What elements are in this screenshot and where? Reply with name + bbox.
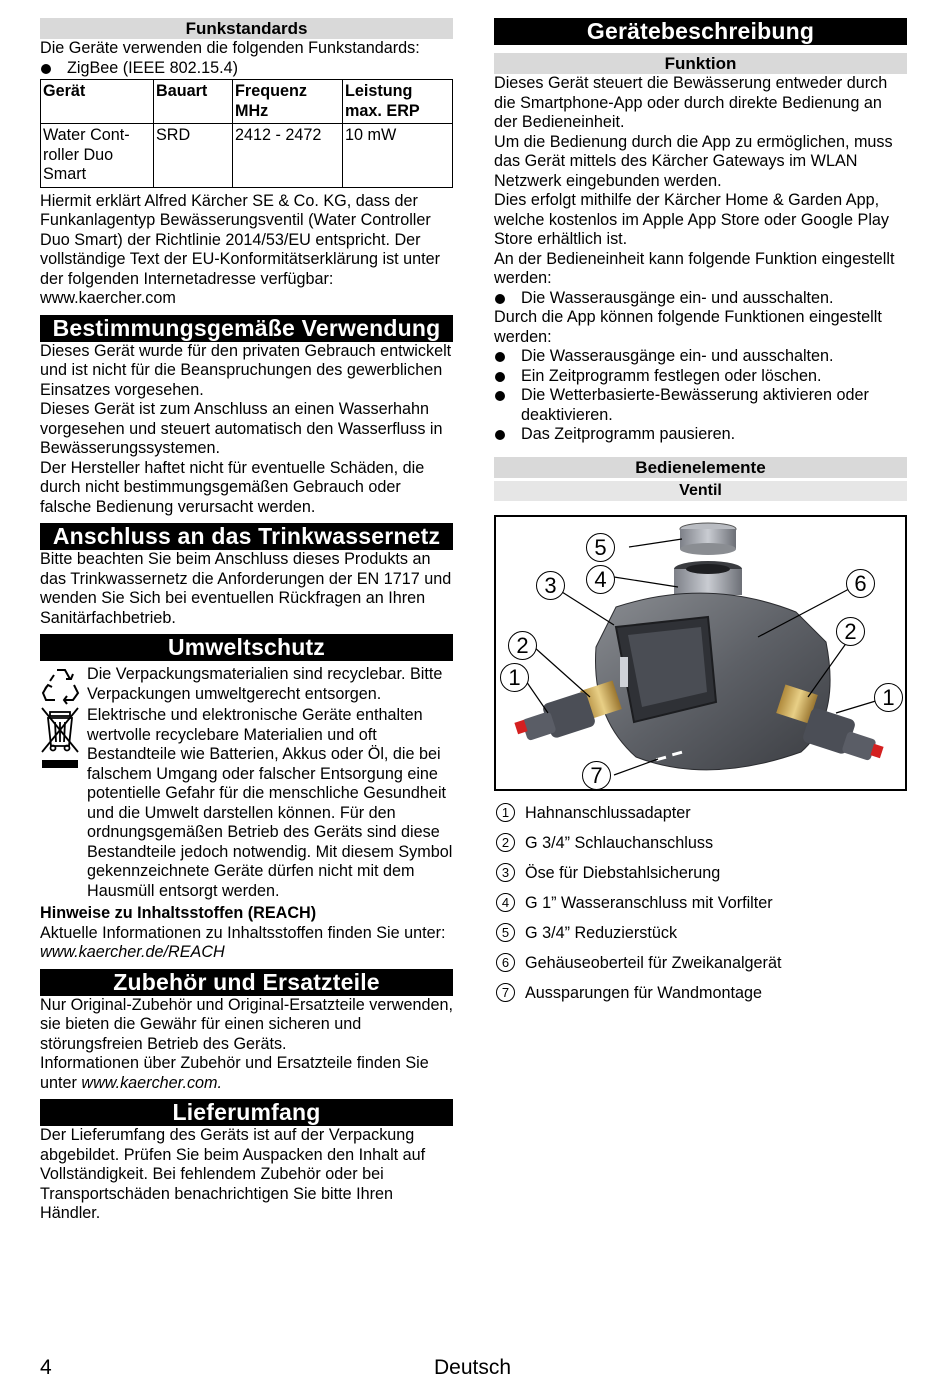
funk-table-header: Frequenz MHz bbox=[233, 80, 343, 124]
bestimmung-p2: Dieses Gerät ist zum Anschluss an einen Wasserhahn vorgesehen und steuert automatisch den Wasserfluss in Bewässerungssystemen. bbox=[40, 400, 443, 457]
zubehoer-p2: Informationen über Zubehör und Ersatzteile finden Sie unter bbox=[40, 1054, 429, 1092]
recycle-icon bbox=[40, 665, 82, 711]
umwelt-heading: Umweltschutz bbox=[40, 634, 453, 661]
funkstandards-heading: Funkstandards bbox=[40, 18, 453, 39]
legend-item bbox=[494, 953, 907, 983]
reach-paragraph bbox=[40, 924, 453, 963]
funk-table-header: Bauart bbox=[154, 80, 233, 124]
legend-text: G 1” Wasseranschluss mit Vorfilter bbox=[525, 893, 773, 912]
valve-figure bbox=[494, 515, 907, 791]
page-number: 4 bbox=[40, 1356, 52, 1379]
recycle-text: Die Verpackungsmaterialien sind recyclebar. Bitte Verpackungen umweltgerecht entsorgen. bbox=[87, 665, 443, 703]
funktion-p4: An der Bedieneinheit kann folgende Funktion eingestellt werden: bbox=[494, 249, 895, 287]
legend-text: Hahnanschlussadapter bbox=[525, 803, 691, 822]
legend-text: Aussparungen für Wandmontage bbox=[525, 983, 762, 1002]
legend-number: 4 bbox=[496, 893, 515, 912]
weee-bin-icon bbox=[40, 706, 80, 776]
legend-list bbox=[494, 803, 907, 1013]
funk-table-cell: 10 mW bbox=[343, 124, 453, 188]
figure-label: 2 bbox=[508, 631, 537, 660]
funktion-p3: Dies erfolgt mithilfe der Kärcher Home & Garden App, welche kostenlos im Apple App Store oder Google Play Store erhältlich ist. bbox=[494, 191, 890, 248]
funktion-list2 bbox=[494, 347, 907, 445]
legend-item bbox=[494, 923, 907, 953]
funktion-p1: Dieses Gerät steuert die Bewässerung entweder durch die Smartphone-App oder durch direkte Bedienung an der Bedieneinheit. bbox=[494, 74, 888, 131]
funk-table-cell: Water Cont-roller Duo Smart bbox=[41, 124, 154, 188]
funktion-p5: Durch die App können folgende Funktionen eingestellt werden: bbox=[494, 308, 882, 346]
legend-text: G 3/4” Schlauchanschluss bbox=[525, 833, 714, 852]
funktion-list-item: Die Wasserausgänge ein- und ausschalten. bbox=[494, 347, 907, 367]
zubehoer-p2-paragraph bbox=[40, 1054, 453, 1093]
funk-table-cell: 2412 - 2472 bbox=[233, 124, 343, 188]
figure-label: 3 bbox=[536, 571, 565, 600]
lieferumfang-heading: Lieferumfang bbox=[40, 1099, 453, 1126]
legend-number: 7 bbox=[496, 983, 515, 1002]
legend-number: 3 bbox=[496, 863, 515, 882]
funktion-p2: Um die Bedienung durch die App zu ermöglichen, muss das Gerät mittels des Kärcher Gateways im WLAN Netzwerk eingebunden werden. bbox=[494, 132, 893, 190]
footer-language: Deutsch bbox=[434, 1356, 512, 1379]
bestimmung-heading: Bestimmungsgemäße Verwendung bbox=[40, 315, 453, 342]
legend-item bbox=[494, 833, 907, 863]
figure-label: 5 bbox=[586, 533, 615, 562]
ventil-heading: Ventil bbox=[494, 481, 907, 501]
funktion-list-item: Ein Zeitprogramm festlegen oder löschen. bbox=[494, 367, 907, 387]
legend-item bbox=[494, 803, 907, 833]
funktion-list-item: Das Zeitprogramm pausieren. bbox=[494, 425, 907, 445]
reach-title: Hinweise zu Inhaltsstoffen (REACH) bbox=[40, 904, 317, 922]
funk-table-header: Gerät bbox=[41, 80, 154, 124]
weee-text: Elektrische und elektronische Geräte enthalten wertvolle recyclebare Materialien und oft Bestandteile wie Batterien, Akkus oder Öl, die bei falschem Umgang oder falscher Entsorgung eine potentielle Gefahr für die menschliche Gesundheit und die Umwelt darstellen können. Für den ordnungsgemäßen Betrieb des Geräts sind diese Bestandteile jedoch notwendig. Mit diesem Symbol gekennzeichnete Geräte dürfen nicht mit dem Hausmüll entsorgt werden. bbox=[87, 706, 453, 900]
funktion-list-item: Die Wetterbasierte-Bewässerung aktivieren oder deaktivieren. bbox=[494, 386, 907, 425]
zubehoer-link[interactable]: www.kaercher.com. bbox=[81, 1073, 223, 1092]
legend-number: 1 bbox=[496, 803, 515, 822]
zubehoer-p1: Nur Original-Zubehör und Original-Ersatzteile verwenden, sie bieten die Gewähr für einen sicheren und störungsfreien Betrieb des Geräts. bbox=[40, 995, 453, 1053]
figure-label: 1 bbox=[500, 663, 529, 692]
legend-item bbox=[494, 983, 907, 1013]
legend-text: G 3/4” Reduzierstück bbox=[525, 923, 678, 942]
funktion-list1 bbox=[494, 289, 907, 309]
reach-text: Aktuelle Informationen zu Inhaltsstoffen finden Sie unter: bbox=[40, 923, 446, 942]
bedienelemente-heading: Bedienelemente bbox=[494, 457, 907, 478]
recycle-row bbox=[40, 665, 453, 704]
zubehoer-heading: Zubehör und Ersatzteile bbox=[40, 969, 453, 996]
legend-number: 6 bbox=[496, 953, 515, 972]
legend-item bbox=[494, 893, 907, 923]
figure-label: 6 bbox=[846, 569, 875, 598]
funk-table-row bbox=[41, 124, 453, 188]
funkstandards-intro: Die Geräte verwenden die folgenden Funkstandards: bbox=[40, 39, 420, 57]
funkstandards-list bbox=[40, 59, 453, 79]
legend-number: 5 bbox=[496, 923, 515, 942]
funktion-heading: Funktion bbox=[494, 53, 907, 74]
funk-table bbox=[40, 79, 453, 188]
bestimmung-p3: Der Hersteller haftet nicht für eventuelle Schäden, die durch nicht bestimmungsgemäßen Gebrauch oder falsche Bedienung verursacht werden. bbox=[40, 458, 425, 516]
figure-label: 7 bbox=[582, 761, 611, 790]
lieferumfang-p1: Der Lieferumfang des Geräts ist auf der Verpackung abgebildet. Prüfen Sie beim Auspacken den Inhalt auf Vollständigkeit. Bei fehlendem Zubehör oder bei Transportschäden benachrichtigen Sie bitte Ihren Händler. bbox=[40, 1126, 426, 1222]
funk-table-header: Leistung max. ERP bbox=[343, 80, 453, 124]
funkstandard-item: ZigBee (IEEE 802.15.4) bbox=[40, 59, 453, 79]
weee-row bbox=[40, 706, 453, 901]
funktion-list-item: Die Wasserausgänge ein- und ausschalten. bbox=[494, 289, 907, 309]
legend-number: 2 bbox=[496, 833, 515, 852]
right-column bbox=[494, 18, 907, 1013]
legend-item bbox=[494, 863, 907, 893]
legend-text: Gehäuseoberteil für Zweikanalgerät bbox=[525, 953, 782, 972]
left-column bbox=[40, 18, 453, 1224]
bestimmung-p1: Dieses Gerät wurde für den privaten Gebrauch entwickelt und ist nicht für die Beanspruchungen des gewerblichen Einsatzes vorgesehen. bbox=[40, 341, 452, 399]
geraetebeschreibung-heading: Gerätebeschreibung bbox=[494, 18, 907, 45]
funk-table-header-row bbox=[41, 80, 453, 124]
figure-label: 2 bbox=[836, 617, 865, 646]
figure-label: 1 bbox=[874, 683, 903, 712]
funk-table-cell: SRD bbox=[154, 124, 233, 188]
trinkwasser-p1: Bitte beachten Sie beim Anschluss dieses Produkts an das Trinkwassernetz die Anforderungen der EN 1717 und wenden Sie Sich bei eventuellen Rückfragen an Ihren Sanitärfachbetrieb. bbox=[40, 550, 452, 627]
valve-illustration bbox=[496, 517, 905, 789]
reach-link[interactable]: www.kaercher.de/REACH bbox=[40, 943, 225, 961]
figure-label: 4 bbox=[586, 565, 615, 594]
legend-text: Öse für Diebstahlsicherung bbox=[525, 863, 721, 882]
trinkwasser-heading: Anschluss an das Trinkwassernetz bbox=[40, 523, 453, 550]
conformity-declaration: Hiermit erklärt Alfred Kärcher SE & Co. KG, dass der Funkanlagentyp Bewässerungsventil (Water Controller Duo Smart) der Richtlinie 2014/53/EU entspricht. Der vollständige Text der EU-Konformitätserklärung ist unter der folgenden Internetadresse verfügbar: www.kaercher.com bbox=[40, 191, 441, 307]
